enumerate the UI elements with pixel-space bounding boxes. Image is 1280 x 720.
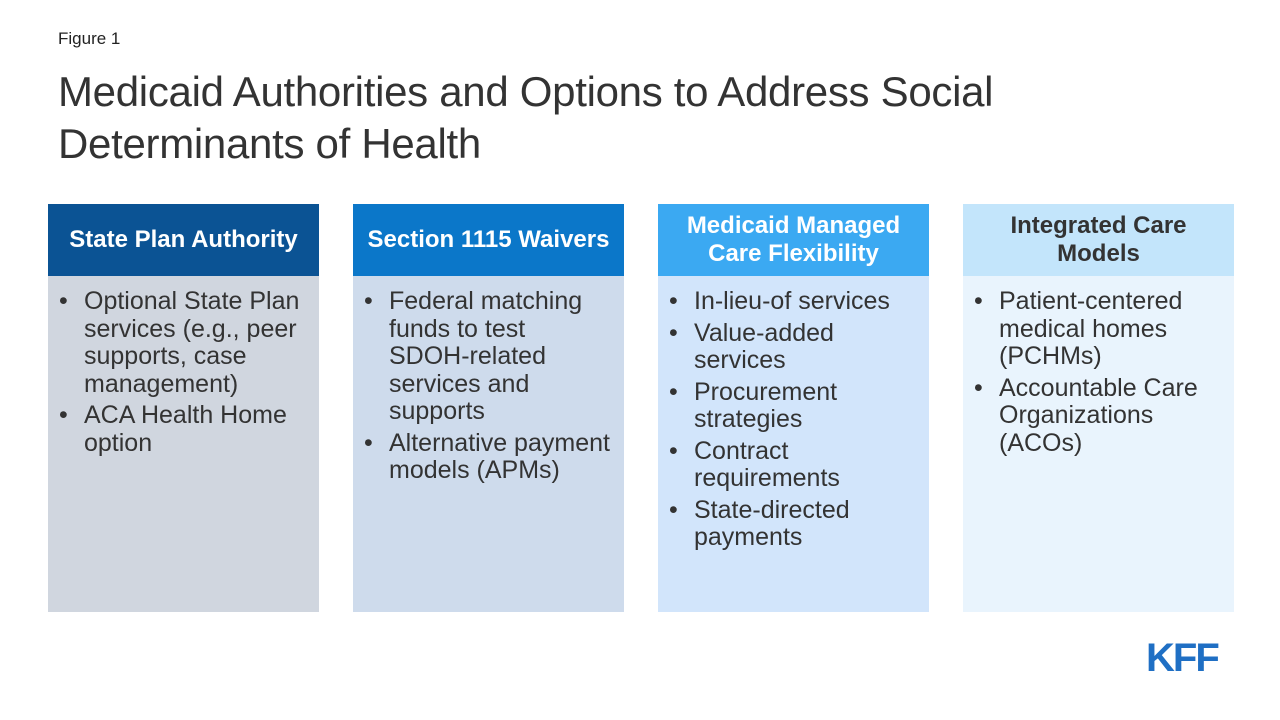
list-item: • Patient-centered medical homes (PCHMs) <box>973 288 1222 371</box>
list-item: • Contract requirements <box>668 438 917 493</box>
column-heading: Medicaid Managed Care Flexibility <box>658 204 929 276</box>
list-item: • Procurement strategies <box>668 379 917 434</box>
list-item: • Optional State Plan services (e.g., peer supports, case management) <box>58 288 307 398</box>
list-item: • Federal matching funds to test SDOH-related services and supports <box>363 288 612 426</box>
list-item: • State-directed payments <box>668 497 917 552</box>
column-state-plan-authority <box>48 204 319 612</box>
column-body <box>658 276 929 612</box>
figure-title: Medicaid Authorities and Options to Address Social Determinants of Health <box>58 68 994 167</box>
list-item: • Accountable Care Organizations (ACOs) <box>973 375 1222 458</box>
list-item: • ACA Health Home option <box>58 402 307 457</box>
figure-label: Figure 1 <box>58 29 121 48</box>
bullet-list <box>363 288 612 485</box>
list-item: • Alternative payment models (APMs) <box>363 430 612 485</box>
column-heading: Integrated Care Models <box>963 204 1234 276</box>
column-section-1115-waivers <box>353 204 624 612</box>
column-body <box>353 276 624 612</box>
column-heading: Section 1115 Waivers <box>353 204 624 276</box>
column-body <box>963 276 1234 612</box>
column-managed-care-flexibility <box>658 204 929 612</box>
column-body <box>48 276 319 612</box>
bullet-list <box>58 288 307 457</box>
list-item: • Value-added services <box>668 320 917 375</box>
column-heading: State Plan Authority <box>48 204 319 276</box>
bullet-list <box>973 288 1222 457</box>
kff-logo: KFF <box>1146 636 1218 680</box>
bullet-list <box>668 288 917 552</box>
column-integrated-care-models <box>963 204 1234 612</box>
list-item: • In-lieu-of services <box>668 288 917 316</box>
